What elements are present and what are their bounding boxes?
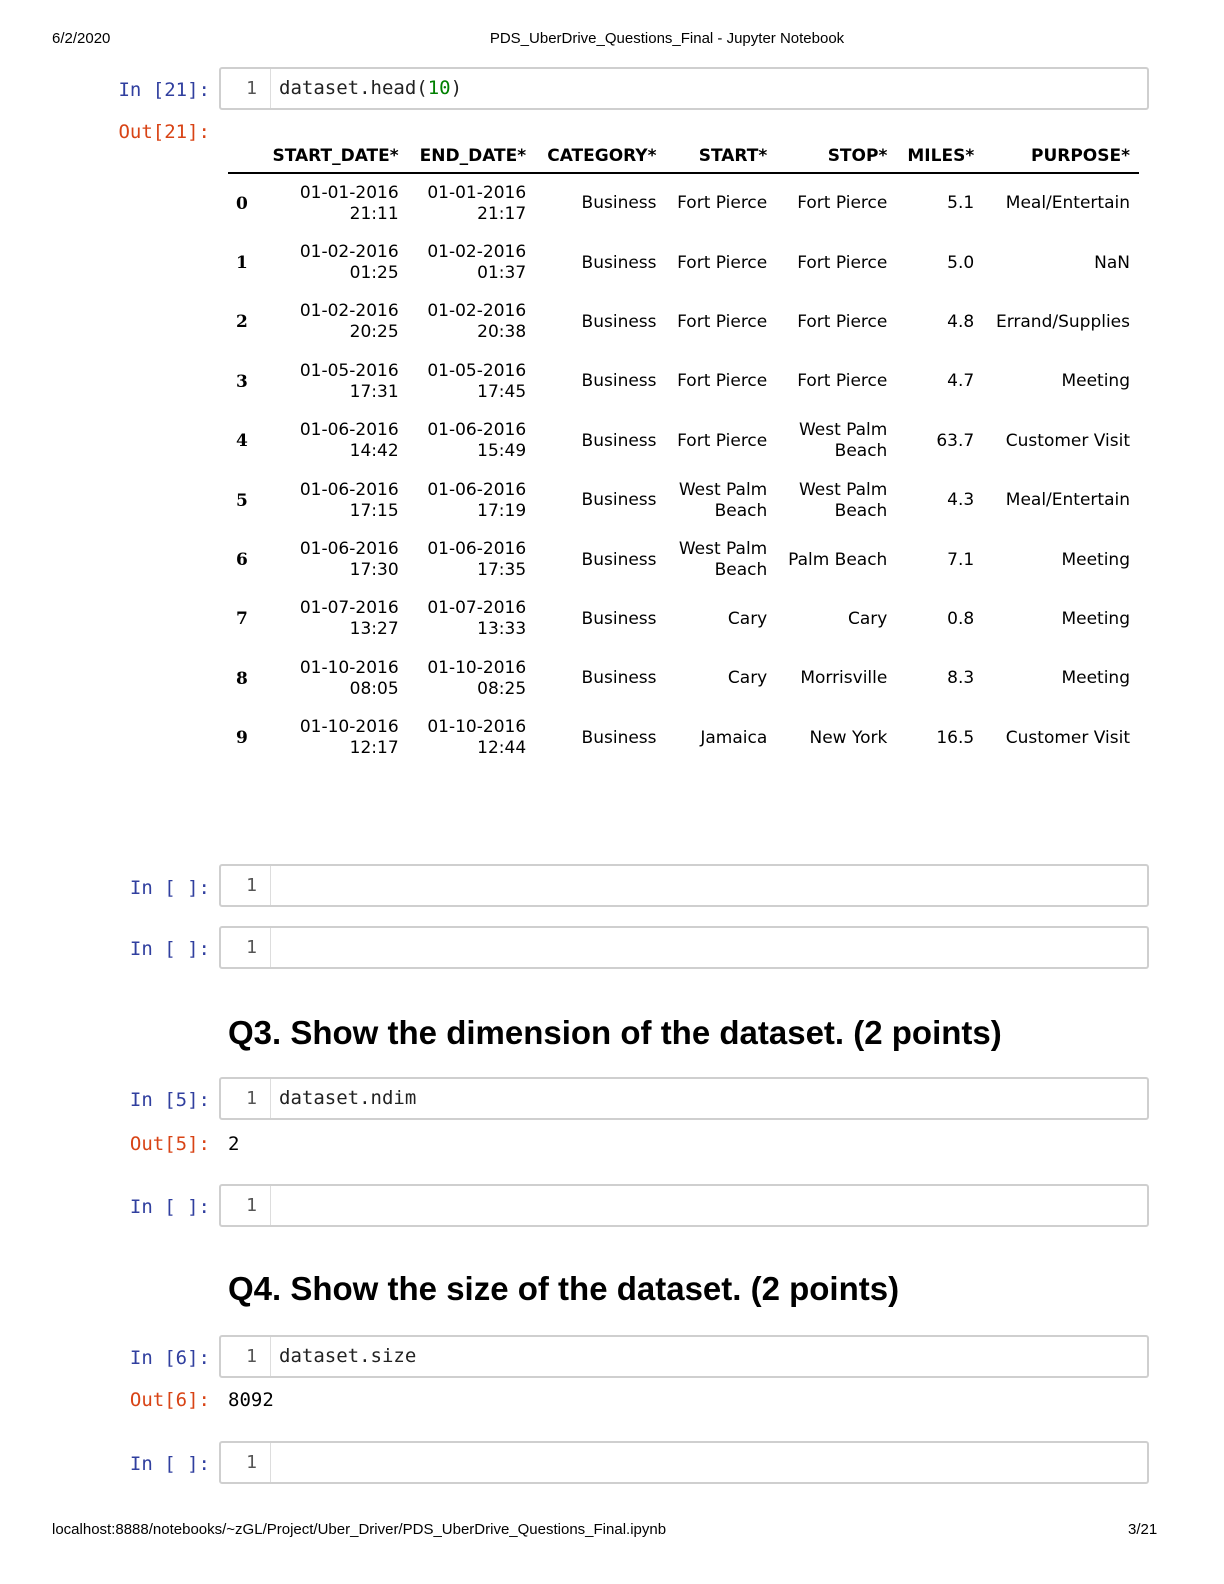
cell-category: Business bbox=[581, 727, 657, 748]
cell-5-in-prompt: In [5]: bbox=[129, 1089, 210, 1111]
cell-start-date: 01-10-2016 12:17 bbox=[299, 717, 399, 759]
cell-start: Cary bbox=[727, 608, 768, 629]
col-header: START* bbox=[666, 140, 777, 173]
table-row bbox=[228, 649, 1139, 708]
cell-category: Business bbox=[581, 668, 657, 689]
cell-miles: 5.1 bbox=[947, 193, 975, 214]
cell-miles: 7.1 bbox=[947, 549, 975, 570]
cell-end-date: 01-02-2016 01:37 bbox=[427, 242, 527, 284]
table-row bbox=[228, 233, 1139, 292]
cell-category: Business bbox=[581, 252, 657, 273]
cell-purpose: Errand/Supplies bbox=[995, 311, 1130, 332]
cell-start: Fort Pierce bbox=[677, 371, 768, 392]
cell-start: West Palm Beach bbox=[678, 479, 768, 521]
print-page-number: 3/21 bbox=[1128, 1521, 1158, 1538]
cell-category: Business bbox=[581, 608, 657, 629]
row-index: 2 bbox=[236, 312, 248, 333]
dataframe-table bbox=[228, 140, 1139, 768]
empty-code-cell[interactable] bbox=[219, 864, 1149, 907]
table-row bbox=[228, 412, 1139, 471]
cell-start-date: 01-10-2016 08:05 bbox=[299, 657, 399, 699]
cell-category: Business bbox=[581, 371, 657, 392]
cell-start-date: 01-06-2016 14:42 bbox=[299, 420, 399, 462]
cell-21-out-prompt: Out[21]: bbox=[118, 121, 210, 143]
line-number: 1 bbox=[221, 1443, 271, 1482]
cell-5-output: 2 bbox=[228, 1133, 240, 1155]
cell-5-out-prompt: Out[5]: bbox=[129, 1133, 210, 1155]
row-index: 1 bbox=[236, 253, 248, 274]
cell-stop: New York bbox=[809, 727, 888, 748]
cell-miles: 63.7 bbox=[936, 430, 975, 451]
cell-end-date: 01-06-2016 17:19 bbox=[427, 479, 527, 521]
cell-end-date: 01-07-2016 13:33 bbox=[427, 598, 527, 640]
cell-category: Business bbox=[581, 193, 657, 214]
cell-start: Jamaica bbox=[700, 727, 768, 748]
index-header bbox=[228, 140, 260, 173]
table-row bbox=[228, 471, 1139, 530]
row-index: 7 bbox=[236, 609, 248, 630]
line-number: 1 bbox=[221, 1079, 271, 1118]
cell-miles: 0.8 bbox=[947, 608, 975, 629]
empty-cell-prompt: In [ ]: bbox=[129, 938, 210, 960]
cell-21-in-prompt: In [21]: bbox=[118, 79, 210, 101]
empty-cell-prompt: In [ ]: bbox=[129, 877, 210, 899]
row-index: 8 bbox=[236, 668, 248, 689]
cell-start: Fort Pierce bbox=[677, 252, 768, 273]
empty-cell-prompt: In [ ]: bbox=[129, 1453, 210, 1475]
cell-miles: 4.8 bbox=[947, 311, 975, 332]
row-index: 5 bbox=[236, 490, 248, 511]
header-row bbox=[228, 140, 1139, 173]
cell-6-output: 8092 bbox=[228, 1389, 274, 1411]
cell-purpose: Meeting bbox=[1061, 608, 1130, 629]
row-index: 0 bbox=[236, 193, 248, 214]
q4-heading: Q4. Show the size of the dataset. (2 points) bbox=[228, 1270, 900, 1307]
cell-end-date: 01-06-2016 15:49 bbox=[427, 420, 527, 462]
cell-end-date: 01-02-2016 20:38 bbox=[427, 301, 527, 343]
cell-end-date: 01-10-2016 08:25 bbox=[427, 657, 527, 699]
code-line[interactable]: dataset.ndim bbox=[279, 1087, 417, 1109]
print-date: 6/2/2020 bbox=[52, 30, 111, 47]
cell-purpose: Meeting bbox=[1061, 549, 1130, 570]
cell-start-date: 01-05-2016 17:31 bbox=[299, 360, 399, 402]
cell-end-date: 01-06-2016 17:35 bbox=[427, 539, 527, 581]
code-cell-5[interactable] bbox=[219, 1077, 1149, 1120]
line-number: 1 bbox=[221, 928, 271, 967]
cell-purpose: Customer Visit bbox=[1005, 430, 1130, 451]
cell-start: Fort Pierce bbox=[677, 430, 768, 451]
cell-purpose: Meeting bbox=[1061, 371, 1130, 392]
cell-stop: Fort Pierce bbox=[797, 252, 888, 273]
cell-miles: 4.3 bbox=[947, 490, 975, 511]
table-row bbox=[228, 590, 1139, 649]
code-cell-6[interactable] bbox=[219, 1335, 1149, 1378]
row-index: 4 bbox=[236, 431, 248, 452]
code-line[interactable]: dataset.head(10) bbox=[279, 77, 463, 99]
table-row bbox=[228, 709, 1139, 768]
cell-start-date: 01-02-2016 20:25 bbox=[299, 301, 399, 343]
row-index: 6 bbox=[236, 550, 248, 571]
cell-6-out-prompt: Out[6]: bbox=[129, 1389, 210, 1411]
cell-stop: Cary bbox=[848, 608, 888, 629]
cell-end-date: 01-10-2016 12:44 bbox=[427, 717, 527, 759]
table-row bbox=[228, 530, 1139, 589]
col-header: CATEGORY* bbox=[535, 140, 665, 173]
line-number: 1 bbox=[221, 866, 271, 905]
cell-start: West Palm Beach bbox=[678, 539, 768, 581]
table-row bbox=[228, 293, 1139, 352]
cell-start: Fort Pierce bbox=[677, 311, 768, 332]
cell-miles: 4.7 bbox=[947, 371, 975, 392]
cell-stop: Fort Pierce bbox=[797, 193, 888, 214]
empty-code-cell[interactable] bbox=[219, 1184, 1149, 1227]
cell-category: Business bbox=[581, 490, 657, 511]
print-url: localhost:8888/notebooks/~zGL/Project/Uber_Driver/PDS_UberDrive_Questions_Final.ipynb bbox=[52, 1521, 667, 1538]
row-index: 9 bbox=[236, 728, 248, 749]
empty-code-cell[interactable] bbox=[219, 926, 1149, 969]
cell-purpose: Meeting bbox=[1061, 668, 1130, 689]
code-line[interactable]: dataset.size bbox=[279, 1345, 417, 1367]
cell-end-date: 01-05-2016 17:45 bbox=[427, 360, 527, 402]
line-number: 1 bbox=[221, 69, 271, 108]
cell-purpose: NaN bbox=[1094, 252, 1130, 273]
line-number: 1 bbox=[221, 1337, 271, 1376]
empty-cell-prompt: In [ ]: bbox=[129, 1196, 210, 1218]
print-title: PDS_UberDrive_Questions_Final - Jupyter Notebook bbox=[489, 30, 845, 47]
col-header: START_DATE* bbox=[260, 140, 408, 173]
cell-category: Business bbox=[581, 430, 657, 451]
q3-heading: Q3. Show the dimension of the dataset. (2 points) bbox=[228, 1014, 1002, 1051]
cell-start: Cary bbox=[727, 668, 768, 689]
cell-stop: West Palm Beach bbox=[798, 420, 888, 462]
cell-miles: 8.3 bbox=[947, 668, 975, 689]
row-index: 3 bbox=[236, 371, 248, 392]
cell-start-date: 01-06-2016 17:30 bbox=[299, 539, 399, 581]
cell-miles: 5.0 bbox=[947, 252, 975, 273]
cell-category: Business bbox=[581, 311, 657, 332]
cell-end-date: 01-01-2016 21:17 bbox=[427, 182, 527, 224]
cell-stop: Palm Beach bbox=[788, 549, 888, 570]
col-header: PURPOSE* bbox=[983, 140, 1139, 173]
cell-start-date: 01-01-2016 21:11 bbox=[299, 182, 399, 224]
col-header: STOP* bbox=[776, 140, 896, 173]
cell-start: Fort Pierce bbox=[677, 193, 768, 214]
table-row bbox=[228, 352, 1139, 411]
empty-code-cell[interactable] bbox=[219, 1441, 1149, 1484]
col-header: MILES* bbox=[896, 140, 983, 173]
cell-stop: Fort Pierce bbox=[797, 311, 888, 332]
code-cell-21[interactable] bbox=[219, 67, 1149, 110]
cell-stop: Morrisville bbox=[800, 668, 888, 689]
cell-stop: Fort Pierce bbox=[797, 371, 888, 392]
cell-miles: 16.5 bbox=[936, 727, 975, 748]
cell-start-date: 01-06-2016 17:15 bbox=[299, 479, 399, 521]
cell-stop: West Palm Beach bbox=[798, 479, 888, 521]
cell-start-date: 01-07-2016 13:27 bbox=[299, 598, 399, 640]
col-header: END_DATE* bbox=[408, 140, 536, 173]
cell-start-date: 01-02-2016 01:25 bbox=[299, 242, 399, 284]
cell-purpose: Customer Visit bbox=[1005, 727, 1130, 748]
cell-category: Business bbox=[581, 549, 657, 570]
table-row bbox=[228, 173, 1139, 233]
cell-6-in-prompt: In [6]: bbox=[129, 1347, 210, 1369]
cell-purpose: Meal/Entertain bbox=[1005, 490, 1130, 511]
line-number: 1 bbox=[221, 1186, 271, 1225]
cell-purpose: Meal/Entertain bbox=[1005, 193, 1130, 214]
